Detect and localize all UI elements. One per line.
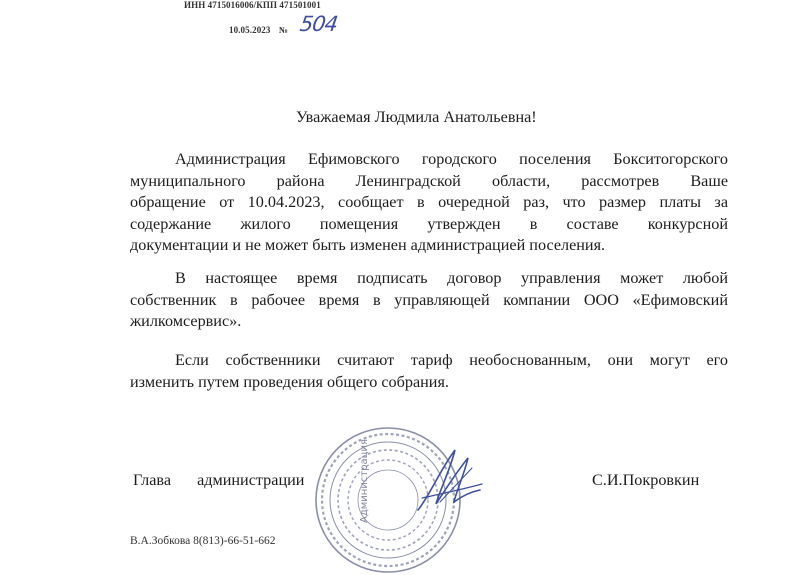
- signatory-position: Глава администрации: [133, 471, 305, 489]
- paragraph-line: изменить путем проведения общего собрания.: [130, 372, 449, 391]
- greeting: Уважаемая Людмила Анатольевна!: [296, 108, 537, 126]
- letter-date-line: [229, 25, 288, 35]
- paragraph-3: [130, 350, 728, 393]
- paragraph-line: документации и не может быть изменен администрацией поселения.: [130, 236, 606, 255]
- paragraph-line: жилкомсервис».: [130, 312, 242, 331]
- paragraph-line: муниципального района Ленинградской области, рассмотрев Ваше: [130, 171, 728, 190]
- paragraph-line: Если собственники считают тариф необоснованным, они могут его: [175, 351, 728, 369]
- paragraph-line: В настоящее время подписать договор управления может любой: [175, 269, 728, 287]
- handwritten-signature-icon: [410, 440, 490, 520]
- executor-contact: В.А.Зобкова 8(813)-66-51-662: [130, 535, 276, 547]
- stamp-text: Администрация: [359, 439, 370, 523]
- inn-kpp: ИНН 4715016006/КПП 471501001: [184, 0, 321, 10]
- paragraph-line: обращение от 10.04.2023, сообщает в очередной раз, что размер платы за: [130, 193, 728, 212]
- handwritten-number: 504: [298, 12, 339, 36]
- signatory-name: С.И.Покровкин: [592, 471, 700, 489]
- paragraph-line: собственник в рабочее время в управляющей компании ООО «Ефимовский: [130, 290, 728, 309]
- paragraph-1: [130, 149, 728, 257]
- letter-date: 10.05.2023: [229, 25, 271, 35]
- paragraph-line: содержание жилого помещения утвержден в составе конкурсной: [130, 214, 728, 233]
- number-label: №: [278, 25, 289, 35]
- paragraph-line: Администрация Ефимовского городского поселения Бокситогорского: [175, 150, 728, 168]
- paragraph-2: [130, 268, 728, 333]
